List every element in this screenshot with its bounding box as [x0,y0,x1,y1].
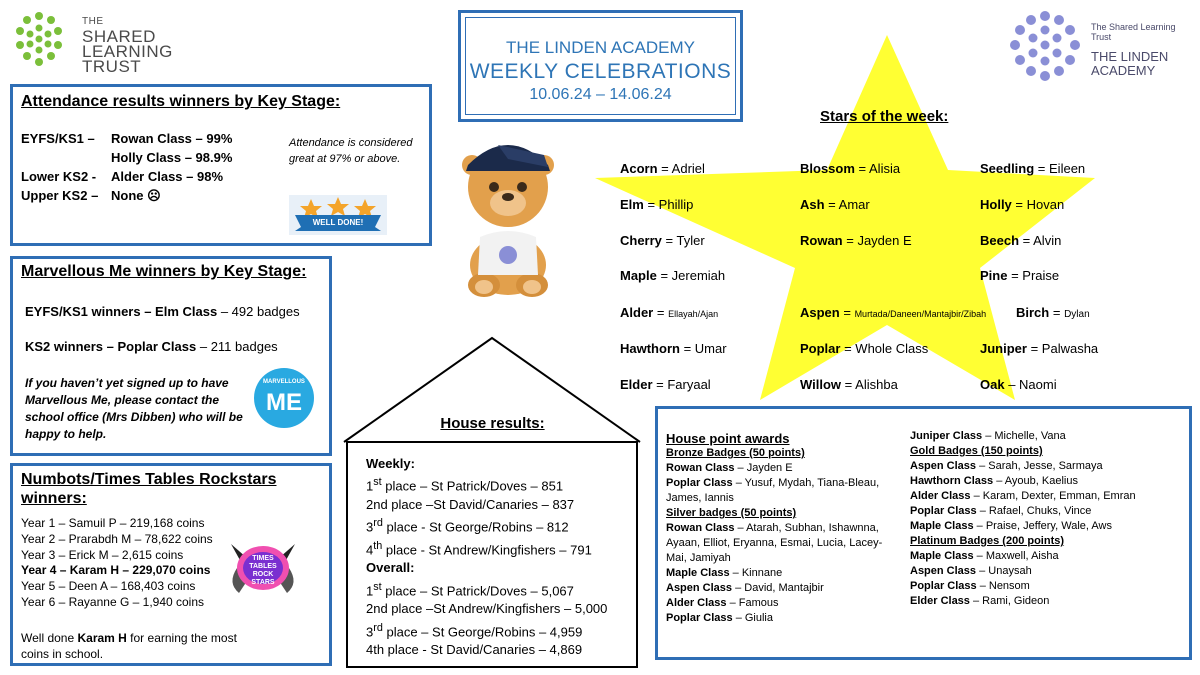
slt-wordmark [82,14,173,74]
marv-ks2-value: – 211 badges [196,339,278,354]
place: 4th place - St David/Canaries – 4,869 [366,642,583,658]
attendance-row [21,148,232,167]
place: 1 [366,478,374,494]
slt-line3: LEARNING [82,42,173,61]
attendance-panel [10,84,432,246]
award-row [666,611,896,626]
award-names: Karam, Dexter, Emman, Emran [982,490,1136,502]
place: 2nd place –St David/Canaries – 837 [366,496,575,512]
award-class: Poplar Class [910,580,977,592]
place-sup: rd [373,517,383,530]
award-row [910,459,1180,474]
stage-label: EYFS/KS1 – [21,131,95,146]
award-names: Giulia [744,612,773,624]
star-item [620,161,705,176]
awards-heading: House point awards [666,431,790,446]
award-class: Aspen Class [666,582,733,594]
star-class: Pine [980,268,1008,283]
attendance-row [21,167,232,186]
award-names: Praise, Jeffery, Wale, Aws [985,520,1112,532]
dash: – [976,505,989,517]
dash: – [973,550,986,562]
star-item [800,161,900,176]
dash: – [982,430,995,442]
dash: – [969,595,983,607]
badge-text: WELL DONE! [312,218,364,227]
me-logo-top: MARVELLOUS [263,379,305,385]
award-row [910,519,1180,534]
sep: = [1034,161,1050,176]
place: 2nd place –St Andrew/Kingfishers – 5,000 [366,601,608,617]
stage-result: None ☹ [111,188,161,203]
award-names: Jayden E [746,462,793,474]
star-name: Ellayah/Ajan [668,309,719,319]
star-item [800,197,870,212]
star-name: Jeremiah [671,268,726,283]
star-name: Dylan [1064,309,1090,320]
house-list [366,455,607,660]
marv-eyfs-value: – 492 badges [217,304,300,319]
overall-label: Overall: [366,560,415,576]
platinum-heading: Platinum Badges (200 points) [910,535,1065,547]
sep: = [841,377,856,392]
bear-mascot-image [458,125,558,300]
stage-label: Upper KS2 – [21,188,99,203]
star-name: Faryaal [667,377,711,392]
star-class: Holly [980,197,1012,212]
star-class: Aspen [800,305,840,320]
star-name: Murtada/Daneen/Mantajbir/Zibah [854,309,987,319]
star-class: Rowan [800,233,843,248]
award-class: Elder Class [910,595,970,607]
sep: = [679,341,695,356]
award-row [666,581,896,596]
attendance-row [21,186,232,205]
award-class: Poplar Class [666,612,733,624]
foot-post: for earning the most coins in school. [21,631,237,661]
award-class: Aspen Class [910,460,977,472]
sep: = [657,161,672,176]
place-text: place – St Patrick/Doves – 5,067 [381,583,574,599]
place: 3 [366,624,374,640]
star-item [980,233,1061,248]
well-done-badge [289,195,387,235]
star-class: Oak [980,377,1005,392]
star-class: Elder [620,377,653,392]
award-names: Atarah, Subhan, Ishawnna, Ayaan, Elliot, Eryanna, Esmai, Lucia, Lacey-Mai, Jamiyah [666,522,883,564]
award-names: Michelle, Vana [994,430,1066,442]
award-class: Poplar Class [910,505,977,517]
bronze-heading: Bronze Badges (50 points) [666,447,805,459]
award-row [666,521,896,566]
marv-eyfs-label: EYFS/KS1 winners – Elm Class [25,304,218,319]
award-class: Juniper Class [910,430,983,442]
star-item [800,305,986,320]
marv-info: If you haven’t yet signed up to have Marvellous Me, please contact the school office (Mrs Dibben) who will be happy to help. [25,376,243,441]
dash: – [734,522,747,534]
numbots-foot [21,630,261,662]
sep: = [661,233,677,248]
star-class: Alder [620,305,654,320]
star-class: Ash [800,197,825,212]
sep: = [842,233,858,248]
sep: = [652,377,668,392]
marvellous-heading: Marvellous Me winners by Key Stage: [21,263,307,280]
dash: – [734,462,747,474]
awards-col-2 [910,429,1180,609]
award-row [910,549,1180,564]
foot-name: Karam H [77,631,127,645]
place-text: place - St Andrew/Kingfishers – 791 [382,542,592,558]
sep: = [643,197,659,212]
house-heading: House results: [440,415,545,432]
award-class: Aspen Class [910,565,977,577]
place-sup: st [373,580,382,593]
award-names: Famous [738,597,779,609]
place: 1 [366,583,374,599]
numbots-line: Year 4 – Karam H – 229,070 coins [21,563,211,578]
award-class: Poplar Class [666,477,733,489]
slt-line2: SHARED [82,27,156,46]
place-sup: rd [373,621,383,634]
stars-heading: Stars of the week: [820,108,949,125]
star-item [980,197,1064,212]
award-names: Rami, Gideon [982,595,1050,607]
place-text: place – St George/Robins – 4,959 [382,624,583,640]
dash: – [726,597,739,609]
attendance-note: Attendance is considered great at 97% or above. [289,137,413,165]
star-name: Eileen [1049,161,1086,176]
place-sup: st [373,476,382,489]
numbots-list [21,516,213,611]
award-names: Rafael, Chuks, Vince [988,505,1092,517]
numbots-line: Year 5 – Deen A – 168,403 coins [21,579,196,594]
sep: = [1026,341,1042,356]
sep: = [1049,305,1065,320]
award-row [666,596,896,611]
dash: – [973,520,986,532]
marv-ks2-line [25,339,278,354]
star-item [620,305,718,320]
page-title: WEEKLY CELEBRATIONS [469,60,732,83]
place: 3 [366,519,374,535]
star-item [980,268,1059,283]
linden-line1: THE LINDEN [1091,49,1169,64]
sep: = [653,305,669,320]
school-name: THE LINDEN ACADEMY [506,38,695,57]
star-class: Acorn [620,161,658,176]
star-name: Phillip [658,197,694,212]
sep: = [1011,197,1027,212]
linden-top: The Shared Learning Trust [1091,22,1176,42]
star-name: Praise [1022,268,1060,283]
awards-col-1 [666,431,896,626]
house-results-panel [340,335,645,670]
star-class: Blossom [800,161,855,176]
house-row [366,496,607,514]
star-item [800,233,912,248]
house-row [366,473,607,496]
stage-result: Holly Class – 98.9% [111,150,233,165]
star-item [980,377,1057,392]
star-name: Adriel [671,161,705,176]
sep: = [839,305,855,320]
award-row [910,489,1180,504]
ttrs-logo-text: TIMES TABLES ROCK STARS [249,555,277,586]
place-text: place - St George/Robins – 812 [382,519,569,535]
dash: – [976,460,989,472]
sep: = [1007,268,1023,283]
award-row [666,461,896,476]
silver-heading: Silver badges (50 points) [666,507,797,519]
award-names: Kinnane [741,567,783,579]
stage-result: Rowan Class – 99% [111,131,233,146]
star-name: Whole Class [855,341,929,356]
sep: = [840,341,856,356]
sep: = [656,268,672,283]
award-class: Maple Class [666,567,730,579]
marv-ks2-label: KS2 winners – Poplar Class [25,339,197,354]
weekly-label: Weekly: [366,456,415,471]
star-name: Palwasha [1041,341,1099,356]
stage-result: Alder Class – 98% [111,169,224,184]
award-row [910,579,1180,594]
award-names: Sarah, Jesse, Sarmaya [988,460,1103,472]
star-class: Elm [620,197,644,212]
star-name: Alvin [1033,233,1062,248]
foot-pre: Well done [21,631,78,645]
star-item [620,268,725,283]
star-name: Alishba [855,377,898,392]
award-class: Alder Class [666,597,727,609]
award-row [666,566,896,581]
ttrs-logo [227,538,299,600]
house-row [366,578,607,601]
dash: – [970,490,983,502]
dash: – [732,477,745,489]
dash: – [732,582,745,594]
star-class: Willow [800,377,842,392]
star-name: Hovan [1026,197,1065,212]
house-point-awards-panel [655,406,1192,660]
attendance-row [21,129,232,148]
attendance-rows [21,129,232,205]
numbots-line: Year 6 – Rayanne G – 1,940 coins [21,594,205,609]
numbots-line: Year 3 – Erick M – 2,615 coins [21,547,184,562]
slt-line4: TRUST [82,57,142,76]
marv-eyfs-line [25,304,300,319]
attendance-heading: Attendance results winners by Key Stage: [21,93,341,110]
award-row [910,564,1180,579]
award-class: Maple Class [910,550,974,562]
house-row [366,641,607,659]
star-class: Cherry [620,233,662,248]
place-sup: th [373,539,383,552]
dash: – [993,475,1005,487]
star-name: Alisia [869,161,901,176]
star-item [980,161,1085,176]
star-name: Amar [838,197,870,212]
award-class: Rowan Class [666,462,735,474]
star-item [1016,305,1090,320]
star-name: Umar [694,341,727,356]
award-class: Rowan Class [666,522,735,534]
sep: = [824,197,839,212]
numbots-heading: Numbots/Times Tables Rockstars winners: [21,471,277,507]
stage-label: Lower KS2 - [21,169,97,184]
star-item [620,233,705,248]
numbots-line: Year 1 – Samuil P – 219,168 coins [21,516,205,530]
star-item [980,341,1098,356]
linden-wordmark [1091,22,1195,78]
award-row [666,476,896,506]
star-class: Hawthorn [620,341,680,356]
star-class: Poplar [800,341,841,356]
award-class: Hawthorn Class [910,475,994,487]
star-class: Maple [620,268,657,283]
star-item [800,377,898,392]
marvellous-me-logo [249,361,319,431]
slt-logo [6,8,176,76]
star-name: Jayden E [857,233,912,248]
award-row [910,474,1180,489]
gold-heading: Gold Badges (150 points) [910,445,1043,457]
award-names: Nensom [988,580,1030,592]
dash: – [729,567,742,579]
sep: – [1004,377,1020,392]
star-item [620,197,693,212]
sep: = [1019,233,1034,248]
house-row [366,619,607,642]
slt-line1: THE [82,16,104,27]
numbots-panel [10,463,332,666]
award-names: Unaysah [988,565,1032,577]
place: 4 [366,542,374,558]
award-names: David, Mantajbir [744,582,824,594]
star-class: Juniper [980,341,1027,356]
dash: – [732,612,745,624]
house-row [366,600,607,618]
star-name: Tyler [676,233,705,248]
house-row [366,514,607,537]
award-row [910,594,1180,609]
dash: – [976,580,989,592]
star-item [800,341,928,356]
award-class: Maple Class [910,520,974,532]
award-names: Ayoub, Kaelius [1004,475,1078,487]
marvellous-me-panel [10,256,332,456]
star-class: Seedling [980,161,1035,176]
star-class: Beech [980,233,1020,248]
award-row [910,429,1180,444]
house-row [366,537,607,560]
star-class: Birch [1016,305,1050,320]
award-row [910,504,1180,519]
star-name: Naomi [1019,377,1057,392]
award-names: Maxwell, Aisha [985,550,1059,562]
slt-flower-icon [6,8,72,72]
linden-line2: ACADEMY [1091,63,1156,78]
award-class: Alder Class [910,490,971,502]
sep: = [854,161,870,176]
me-logo-main: ME [266,389,302,416]
place-text: place – St Patrick/Doves – 851 [381,478,564,494]
dash: – [976,565,989,577]
date-range: 10.06.24 – 14.06.24 [529,86,672,103]
numbots-line: Year 2 – Prarabdh M – 78,622 coins [21,531,213,546]
award-names: Yusuf, Mydah, Tiana-Bleau, James, Iannis [666,477,880,504]
